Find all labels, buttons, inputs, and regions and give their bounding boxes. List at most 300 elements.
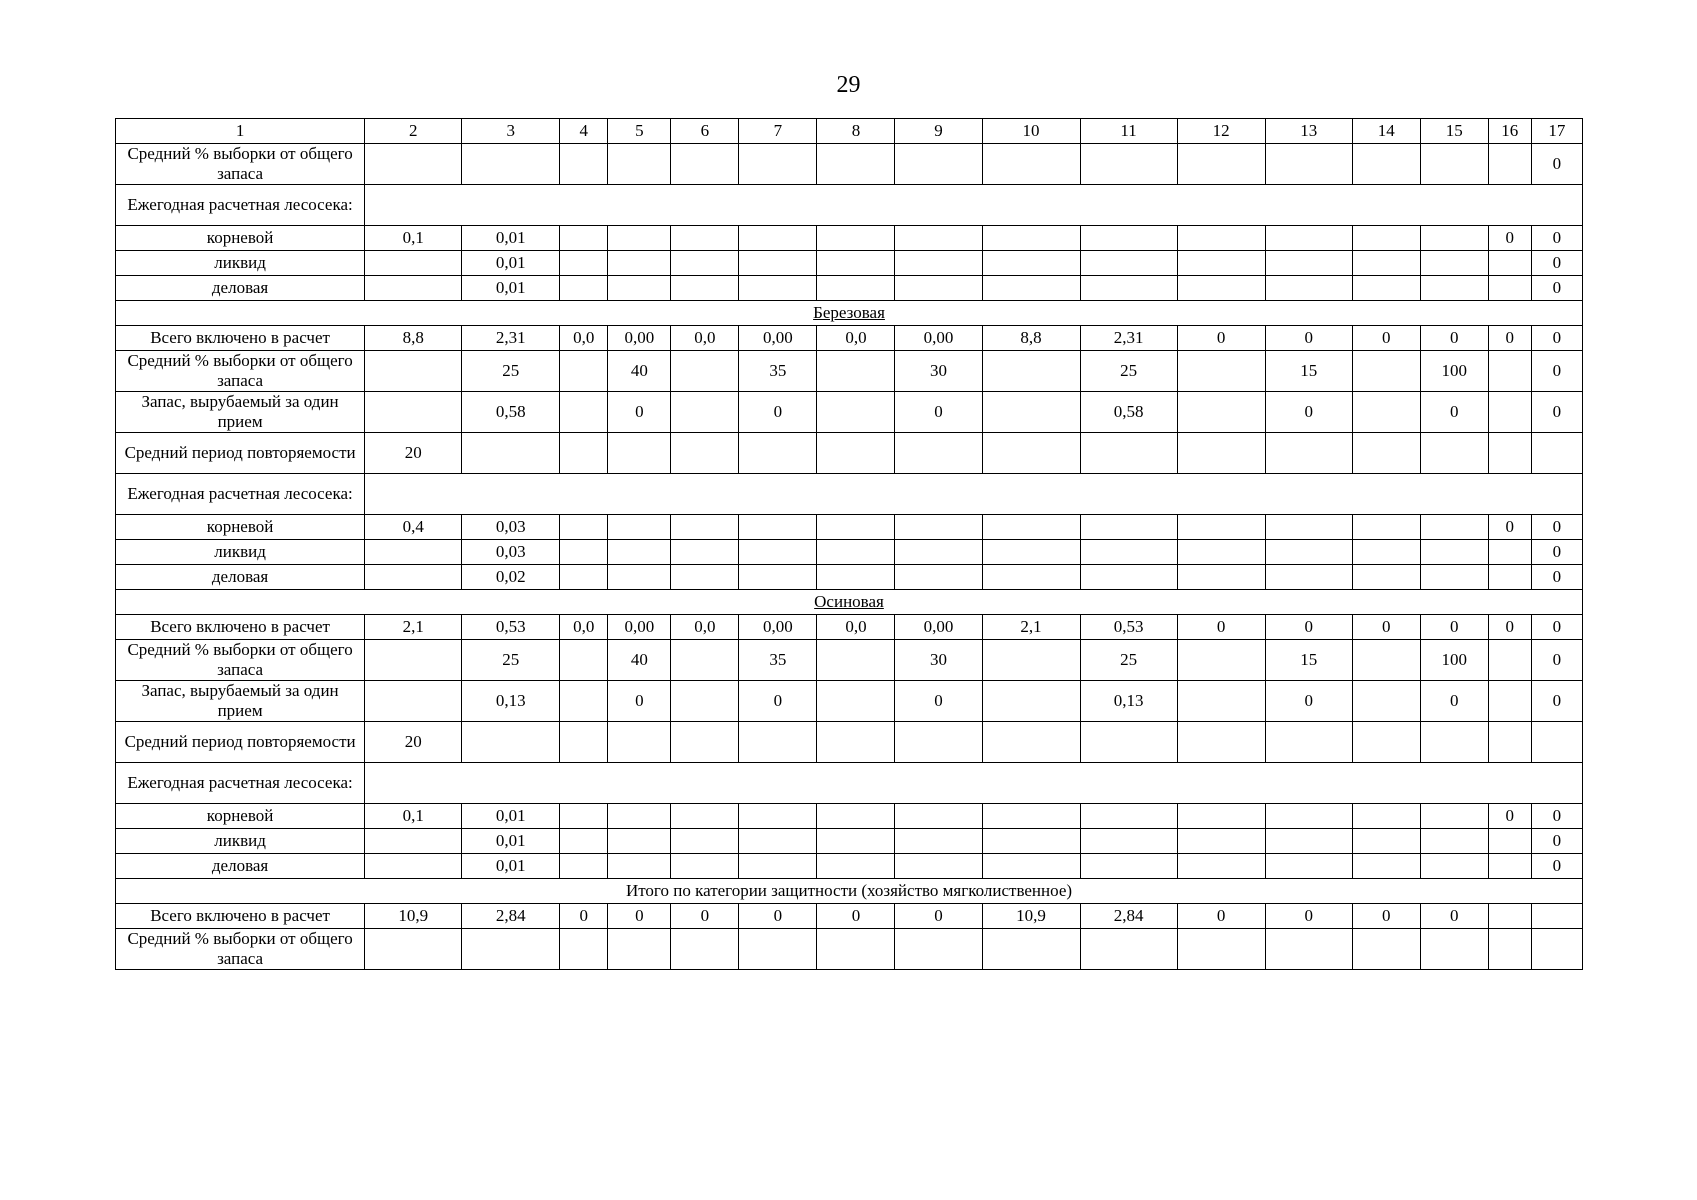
table-cell: 0	[1265, 392, 1352, 433]
row-label: деловая	[116, 854, 365, 879]
table-cell	[817, 929, 895, 970]
table-cell	[671, 351, 739, 392]
row-label: корневой	[116, 804, 365, 829]
table-row	[116, 615, 1583, 640]
table-cell	[895, 829, 982, 854]
table-cell	[817, 565, 895, 590]
table-cell	[608, 722, 671, 763]
table-row	[116, 515, 1583, 540]
table-cell	[1488, 904, 1531, 929]
table-cell	[1352, 144, 1420, 185]
table-cell: 0,00	[739, 326, 817, 351]
table-cell	[982, 640, 1080, 681]
table-cell: 2,84	[1080, 904, 1177, 929]
table-cell	[1420, 226, 1488, 251]
table-cell	[1177, 144, 1265, 185]
table-cell	[365, 351, 462, 392]
table-row	[116, 929, 1583, 970]
table-cell: 100	[1420, 640, 1488, 681]
table-cell	[1177, 929, 1265, 970]
table-row	[116, 351, 1583, 392]
table-cell	[1352, 722, 1420, 763]
table-cell	[608, 565, 671, 590]
table-cell	[462, 722, 560, 763]
table-cell	[982, 854, 1080, 879]
table-cell: 0,0	[560, 326, 608, 351]
table-cell	[365, 565, 462, 590]
table-cell: 0	[1352, 904, 1420, 929]
table-cell: 0	[1177, 615, 1265, 640]
table-cell: 40	[608, 640, 671, 681]
table-row	[116, 226, 1583, 251]
column-number-cell: 11	[1080, 119, 1177, 144]
row-label: деловая	[116, 276, 365, 301]
table-cell	[1352, 854, 1420, 879]
table-cell	[1080, 929, 1177, 970]
table-cell	[671, 804, 739, 829]
table-cell: 0	[1531, 854, 1582, 879]
table-row	[116, 829, 1583, 854]
row-label: Средний период повторяемости	[116, 433, 365, 474]
table-cell	[817, 433, 895, 474]
table-cell	[365, 929, 462, 970]
section-title-cell	[116, 879, 1583, 904]
table-cell	[817, 276, 895, 301]
row-label: Всего включено в расчет	[116, 904, 365, 929]
row-label: ликвид	[116, 251, 365, 276]
table-cell	[895, 565, 982, 590]
table-cell: 20	[365, 433, 462, 474]
table-cell	[982, 392, 1080, 433]
table-cell	[739, 433, 817, 474]
table-cell: 10,9	[365, 904, 462, 929]
table-cell: 0	[1420, 681, 1488, 722]
table-cell	[1531, 929, 1582, 970]
table-cell	[1265, 540, 1352, 565]
table-cell	[560, 804, 608, 829]
table-cell	[462, 433, 560, 474]
table-cell	[739, 722, 817, 763]
table-cell	[608, 829, 671, 854]
table-cell: 0,1	[365, 804, 462, 829]
table-cell	[1488, 251, 1531, 276]
table-cell	[1352, 565, 1420, 590]
table-cell	[817, 251, 895, 276]
column-number-row	[116, 119, 1583, 144]
table-row	[116, 276, 1583, 301]
table-cell	[1265, 251, 1352, 276]
table-cell	[895, 722, 982, 763]
table-cell	[817, 540, 895, 565]
table-cell	[739, 144, 817, 185]
table-cell	[1420, 276, 1488, 301]
table-cell	[671, 640, 739, 681]
row-label: Средний % выборки от общего запаса	[116, 929, 365, 970]
table-cell	[1265, 276, 1352, 301]
table-cell	[739, 226, 817, 251]
table-cell: 0	[895, 681, 982, 722]
table-cell	[1080, 226, 1177, 251]
table-cell	[982, 540, 1080, 565]
merged-empty-cell	[365, 185, 1583, 226]
table-cell	[671, 276, 739, 301]
table-cell	[817, 854, 895, 879]
table-cell	[739, 276, 817, 301]
table-cell	[1352, 351, 1420, 392]
table-cell	[560, 392, 608, 433]
table-cell	[1352, 540, 1420, 565]
row-label: ликвид	[116, 829, 365, 854]
row-label: Всего включено в расчет	[116, 615, 365, 640]
table-cell	[560, 226, 608, 251]
merged-empty-cell	[365, 474, 1583, 515]
table-cell: 0	[739, 392, 817, 433]
table-cell: 0,0	[560, 615, 608, 640]
table-cell: 0	[1265, 615, 1352, 640]
table-cell	[739, 565, 817, 590]
table-row	[116, 326, 1583, 351]
table-cell	[1080, 251, 1177, 276]
table-cell	[895, 929, 982, 970]
table-cell	[1420, 854, 1488, 879]
table-cell: 2,31	[462, 326, 560, 351]
row-label: Ежегодная расчетная лесосека:	[116, 185, 365, 226]
table-cell	[1080, 433, 1177, 474]
section-title-cell	[116, 301, 1583, 326]
table-cell: 100	[1420, 351, 1488, 392]
column-number-cell: 8	[817, 119, 895, 144]
table-cell	[1265, 804, 1352, 829]
table-row	[116, 565, 1583, 590]
table-cell	[1531, 722, 1582, 763]
table-cell	[1420, 722, 1488, 763]
table-cell	[817, 144, 895, 185]
table-cell	[1488, 144, 1531, 185]
table-cell	[1488, 640, 1531, 681]
table-cell: 35	[739, 640, 817, 681]
table-cell	[1265, 565, 1352, 590]
table-cell	[1177, 251, 1265, 276]
table-cell	[1265, 515, 1352, 540]
table-cell	[817, 351, 895, 392]
section-row	[116, 879, 1583, 904]
table-cell	[1488, 829, 1531, 854]
table-cell	[817, 829, 895, 854]
row-label: корневой	[116, 226, 365, 251]
table-cell: 0,0	[671, 326, 739, 351]
table-cell: 0	[1531, 251, 1582, 276]
table-cell: 0	[1531, 681, 1582, 722]
table-cell	[1265, 854, 1352, 879]
column-number-cell: 16	[1488, 119, 1531, 144]
table-cell: 0,4	[365, 515, 462, 540]
table-cell	[671, 433, 739, 474]
section-title-cell	[116, 590, 1583, 615]
table-cell: 0	[1420, 392, 1488, 433]
table-cell: 0	[1177, 904, 1265, 929]
table-cell: 25	[462, 640, 560, 681]
table-cell	[1080, 829, 1177, 854]
table-cell: 0,01	[462, 804, 560, 829]
column-number-cell: 7	[739, 119, 817, 144]
table-cell	[671, 515, 739, 540]
table-cell	[1488, 392, 1531, 433]
table-cell: 0	[1531, 540, 1582, 565]
table-cell	[895, 515, 982, 540]
table-cell: 0	[1488, 226, 1531, 251]
row-label: ликвид	[116, 540, 365, 565]
table-cell	[895, 854, 982, 879]
table-cell	[1265, 144, 1352, 185]
table-cell	[365, 276, 462, 301]
table-cell	[365, 251, 462, 276]
column-number-cell: 12	[1177, 119, 1265, 144]
table-cell	[739, 829, 817, 854]
row-label: Ежегодная расчетная лесосека:	[116, 474, 365, 515]
column-number-cell: 6	[671, 119, 739, 144]
subheading-row	[116, 474, 1583, 515]
table-cell	[1352, 251, 1420, 276]
table-cell: 0	[1531, 144, 1582, 185]
table-cell	[982, 829, 1080, 854]
table-cell	[560, 144, 608, 185]
table-cell: 0	[560, 904, 608, 929]
table-cell	[1488, 433, 1531, 474]
table-cell	[560, 251, 608, 276]
table-cell	[1352, 804, 1420, 829]
table-row	[116, 722, 1583, 763]
table-cell	[608, 433, 671, 474]
table-cell	[817, 640, 895, 681]
table-cell	[608, 144, 671, 185]
table-cell: 0,00	[608, 615, 671, 640]
table-cell: 0,0	[671, 615, 739, 640]
table-cell	[1177, 829, 1265, 854]
section-row	[116, 301, 1583, 326]
table-cell	[1177, 540, 1265, 565]
table-cell	[739, 251, 817, 276]
table-cell: 0,00	[895, 326, 982, 351]
table-cell: 0,0	[817, 326, 895, 351]
table-cell: 0,01	[462, 829, 560, 854]
table-cell	[895, 433, 982, 474]
row-label: деловая	[116, 565, 365, 590]
table-cell	[560, 722, 608, 763]
table-cell: 0,00	[895, 615, 982, 640]
table-cell: 0,00	[608, 326, 671, 351]
table-cell	[982, 515, 1080, 540]
table-row	[116, 904, 1583, 929]
table-cell	[671, 681, 739, 722]
table-cell: 0,01	[462, 276, 560, 301]
table-cell	[1265, 433, 1352, 474]
column-number-cell: 4	[560, 119, 608, 144]
table-cell: 30	[895, 640, 982, 681]
table-cell	[608, 276, 671, 301]
table-cell: 10,9	[982, 904, 1080, 929]
table-cell	[1177, 515, 1265, 540]
table-cell	[1488, 854, 1531, 879]
table-cell: 2,31	[1080, 326, 1177, 351]
table-cell	[817, 515, 895, 540]
table-cell	[1177, 804, 1265, 829]
table-cell	[365, 681, 462, 722]
table-cell	[739, 929, 817, 970]
table-cell	[1488, 276, 1531, 301]
table-cell	[1420, 929, 1488, 970]
table-cell: 0	[1531, 640, 1582, 681]
table-cell	[895, 276, 982, 301]
table-cell: 30	[895, 351, 982, 392]
table-cell: 0	[1420, 326, 1488, 351]
table-cell	[1420, 540, 1488, 565]
table-cell	[1488, 722, 1531, 763]
table-cell: 0	[1531, 326, 1582, 351]
column-number-cell: 2	[365, 119, 462, 144]
table-cell	[1420, 565, 1488, 590]
table-cell	[1420, 515, 1488, 540]
table-cell: 0	[895, 904, 982, 929]
table-cell: 0,13	[462, 681, 560, 722]
table-cell	[1531, 904, 1582, 929]
table-cell	[365, 392, 462, 433]
table-cell: 0	[895, 392, 982, 433]
table-cell: 0,53	[462, 615, 560, 640]
table-cell: 40	[608, 351, 671, 392]
table-cell	[462, 929, 560, 970]
table-cell	[560, 829, 608, 854]
table-cell	[895, 540, 982, 565]
table-cell	[982, 226, 1080, 251]
table-cell	[608, 251, 671, 276]
table-cell	[1177, 854, 1265, 879]
forestry-calculation-table	[115, 118, 1583, 970]
table-cell: 0,01	[462, 226, 560, 251]
merged-empty-cell	[365, 763, 1583, 804]
table-cell	[671, 829, 739, 854]
table-cell	[608, 226, 671, 251]
table-cell: 0	[1531, 804, 1582, 829]
table-cell	[1080, 144, 1177, 185]
table-cell: 0	[608, 904, 671, 929]
table-cell	[1177, 722, 1265, 763]
table-cell	[1177, 565, 1265, 590]
table-cell: 0,03	[462, 515, 560, 540]
subheading-row	[116, 185, 1583, 226]
table-cell	[671, 540, 739, 565]
table-cell	[1488, 565, 1531, 590]
table-cell	[1177, 681, 1265, 722]
table-cell: 0,58	[1080, 392, 1177, 433]
table-cell	[982, 276, 1080, 301]
table-cell	[671, 392, 739, 433]
table-cell: 0	[1531, 515, 1582, 540]
row-label: Средний % выборки от общего запаса	[116, 144, 365, 185]
table-cell	[1420, 433, 1488, 474]
table-cell	[671, 144, 739, 185]
table-cell	[1177, 276, 1265, 301]
table-cell	[671, 722, 739, 763]
table-cell: 25	[1080, 640, 1177, 681]
table-cell: 0	[608, 392, 671, 433]
table-cell	[982, 351, 1080, 392]
table-cell	[671, 565, 739, 590]
table-cell	[1265, 226, 1352, 251]
table-row	[116, 392, 1583, 433]
table-cell: 0	[1265, 326, 1352, 351]
table-cell	[1488, 540, 1531, 565]
table-cell: 15	[1265, 640, 1352, 681]
row-label: Всего включено в расчет	[116, 326, 365, 351]
table-cell	[608, 854, 671, 879]
table-cell	[1352, 929, 1420, 970]
table-cell: 0,01	[462, 854, 560, 879]
table-cell: 0,13	[1080, 681, 1177, 722]
table-cell	[895, 144, 982, 185]
table-cell	[671, 929, 739, 970]
table-row	[116, 251, 1583, 276]
table-cell	[560, 640, 608, 681]
table-cell	[365, 829, 462, 854]
row-label: Запас, вырубаемый за один прием	[116, 681, 365, 722]
table-cell	[982, 144, 1080, 185]
table-cell: 0	[608, 681, 671, 722]
table-cell: 0	[817, 904, 895, 929]
table-cell: 0	[1531, 565, 1582, 590]
table-cell	[1177, 392, 1265, 433]
table-cell	[1177, 433, 1265, 474]
column-number-cell: 5	[608, 119, 671, 144]
table-cell	[365, 540, 462, 565]
table-row	[116, 640, 1583, 681]
table-cell	[817, 804, 895, 829]
table-cell	[1352, 226, 1420, 251]
table-cell	[1531, 433, 1582, 474]
table-row	[116, 144, 1583, 185]
table-cell	[817, 226, 895, 251]
table-cell	[671, 251, 739, 276]
table-cell	[817, 392, 895, 433]
table-cell	[560, 565, 608, 590]
section-title: Березовая	[813, 303, 885, 322]
table-cell	[1080, 804, 1177, 829]
table-cell	[817, 681, 895, 722]
column-number-cell: 3	[462, 119, 560, 144]
table-cell	[560, 351, 608, 392]
table-cell	[895, 226, 982, 251]
column-number-cell: 10	[982, 119, 1080, 144]
table-row	[116, 433, 1583, 474]
table-cell: 15	[1265, 351, 1352, 392]
table-cell	[1352, 392, 1420, 433]
table-cell: 0	[739, 904, 817, 929]
table-cell: 0	[1531, 392, 1582, 433]
column-number-cell: 15	[1420, 119, 1488, 144]
table-cell	[1080, 276, 1177, 301]
table-cell: 0	[671, 904, 739, 929]
table-cell	[1177, 640, 1265, 681]
table-cell: 0	[1531, 226, 1582, 251]
subheading-row	[116, 763, 1583, 804]
row-label: Запас, вырубаемый за один прием	[116, 392, 365, 433]
table-cell: 35	[739, 351, 817, 392]
table-cell: 0,58	[462, 392, 560, 433]
table-cell	[895, 251, 982, 276]
column-number-cell: 9	[895, 119, 982, 144]
table-cell: 0	[1488, 804, 1531, 829]
table-cell: 0	[1265, 681, 1352, 722]
section-row	[116, 590, 1583, 615]
